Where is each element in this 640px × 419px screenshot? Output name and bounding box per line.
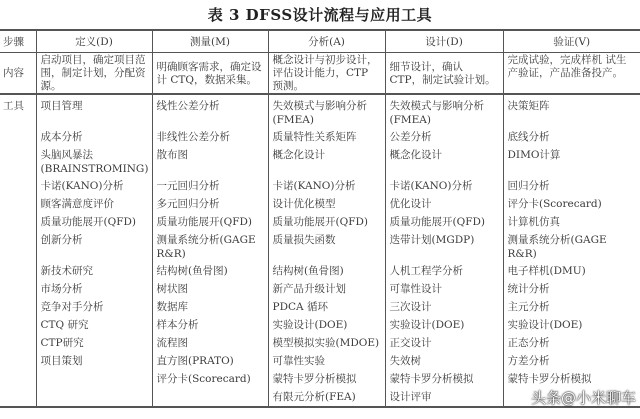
tool-cell-verify: 电子样机(DMU) [503,262,640,280]
tool-cell-measure: 树状图 [152,280,268,298]
header-analyze: 分析(A) [268,30,385,53]
tool-cell-define: 项目管理 [36,94,152,128]
tools-label [0,231,36,262]
content-verify: 完成试验，完成样机 试生产验证，产品准备投产。 [503,53,640,95]
tool-cell-define: 项目策划 [36,352,152,370]
tools-label [0,213,36,231]
tool-cell-measure [152,388,268,407]
tool-row [0,195,640,213]
tool-cell-define: 质量功能展开(QFD) [36,213,152,231]
tool-cell-design: 蒙特卡罗分析模拟 [385,370,503,388]
header-verify: 验证(V) [503,30,640,53]
tool-cell-verify: 蒙特卡罗分析模拟 [503,370,640,388]
table-title: 表 3 DFSS设计流程与应用工具 [207,6,433,24]
tool-cell-define: 市场分析 [36,280,152,298]
tool-cell-design: 失效模式与影响分析(FMEA) [385,94,503,128]
tools-label [0,177,36,195]
tool-cell-define: 成本分析 [36,128,152,146]
tool-row [0,334,640,352]
watermark: 头条@小米聊车 [530,389,636,407]
tool-cell-verify: 计算机仿真 [503,213,640,231]
tool-row [0,213,640,231]
tool-cell-define: 卡诺(KANO)分析 [36,177,152,195]
tool-row [0,231,640,262]
tool-cell-measure: 流程图 [152,334,268,352]
header-step: 步骤 [3,35,24,48]
header-design: 设计(D) [385,30,503,53]
tool-cell-define [36,388,152,407]
tool-row [0,177,640,195]
content-define: 启动项目，确定项目范围，制定计划，分配资源。 [36,53,152,95]
tools-label: 工具 [3,100,24,112]
tool-cell-analyze: 概念化设计 [268,146,385,177]
tool-cell-measure: 多元回归分析 [152,195,268,213]
tool-cell-design: 人机工程学分析 [385,262,503,280]
tool-cell-analyze: 卡诺(KANO)分析 [268,177,385,195]
tool-cell-define: CTP研究 [36,334,152,352]
tool-cell-design: 可靠性设计 [385,280,503,298]
tool-cell-design: 迭带计划(MGDP) [385,231,503,262]
tool-cell-measure: 一元回归分析 [152,177,268,195]
tool-row [0,316,640,334]
tools-label [0,352,36,370]
tool-cell-verify: 主元分析 [503,298,640,316]
tool-cell-design: 质量功能展开(QFD) [385,213,503,231]
tool-cell-measure: 线性公差分析 [152,94,268,128]
tool-cell-define: CTQ 研究 [36,316,152,334]
tools-label [0,370,36,388]
tool-cell-measure: 直方图(PRATO) [152,352,268,370]
tools-label [0,146,36,177]
tool-cell-design: 实验设计(DOE) [385,316,503,334]
tool-cell-design: 正交设计 [385,334,503,352]
tool-cell-measure: 数据库 [152,298,268,316]
tool-cell-verify: 方差分析 [503,352,640,370]
tool-cell-analyze: 可靠性实验 [268,352,385,370]
tool-cell-verify: 实验设计(DOE) [503,316,640,334]
tool-cell-verify: 底线分析 [503,128,640,146]
tool-cell-analyze: 质量功能展开(QFD) [268,213,385,231]
tool-cell-design: 三次设计 [385,298,503,316]
content-analyze: 概念设计与初步设计，评估设计能力，CTP 预测。 [268,53,385,95]
tool-cell-verify: 决策矩阵 [503,94,640,128]
tool-cell-define: 创新分析 [36,231,152,262]
tool-cell-analyze: 设计优化模型 [268,195,385,213]
tool-cell-measure: 非线性公差分析 [152,128,268,146]
tool-cell-verify: DIMO计算 [503,146,640,177]
tool-cell-measure: 散布图 [152,146,268,177]
tool-cell-verify: 回归分析 [503,177,640,195]
content-measure: 明确顾客需求，确定设计 CTQ，数据采集。 [152,53,268,95]
tool-row [0,388,640,407]
tool-row [0,94,640,128]
tool-cell-define: 顾客满意度评价 [36,195,152,213]
tools-label [0,334,36,352]
tool-cell-analyze: 质量损失函数 [268,231,385,262]
tool-cell-analyze: 质量特性关系矩阵 [268,128,385,146]
tool-row [0,146,640,177]
tool-cell-analyze: 蒙特卡罗分析模拟 [268,370,385,388]
tools-label [0,280,36,298]
tool-cell-verify: 统计分析 [503,280,640,298]
tool-cell-define: 新技术研究 [36,262,152,280]
tool-cell-measure: 质量功能展开(QFD) [152,213,268,231]
tool-cell-design: 设计评审 [385,388,503,407]
tool-cell-design: 公差分析 [385,128,503,146]
tool-cell-measure: 样本分析 [152,316,268,334]
tools-label [0,388,36,407]
header-row [0,30,640,53]
tool-row [0,128,640,146]
tool-cell-measure: 结构树(鱼骨图) [152,262,268,280]
header-measure: 测量(M) [152,30,268,53]
content-design: 细节设计，确认 CTP，制定试验计划。 [385,53,503,95]
tools-label [0,298,36,316]
tool-row [0,370,640,388]
tool-cell-verify: 测量系统分析(GAGE R&R) [503,231,640,262]
tool-cell-analyze: 模型模拟实验(MDOE) [268,334,385,352]
tools-label [0,262,36,280]
tool-cell-measure: 测量系统分析(GAGE R&R) [152,231,268,262]
tool-cell-design: 概念化设计 [385,146,503,177]
tool-row [0,280,640,298]
tool-cell-define: 竞争对手分析 [36,298,152,316]
tools-label [0,195,36,213]
dfss-table [0,29,640,408]
tool-cell-analyze: 失效模式与影响分析(FMEA) [268,94,385,128]
tool-cell-design: 失效树 [385,352,503,370]
tool-row [0,298,640,316]
content-row [0,53,640,95]
tool-row [0,262,640,280]
content-label: 内容 [3,67,24,79]
tools-label [0,316,36,334]
tool-cell-define: 头脑风暴法(BRAINSTROMING) [36,146,152,177]
tool-cell-analyze: 结构树(鱼骨图) [268,262,385,280]
tool-cell-analyze: 实验设计(DOE) [268,316,385,334]
tool-cell-verify [503,388,640,407]
tool-cell-analyze: 新产品升级计划 [268,280,385,298]
tool-cell-analyze: 有限元分析(FEA) [268,388,385,407]
tool-cell-verify: 评分卡(Scorecard) [503,195,640,213]
tool-cell-measure: 评分卡(Scorecard) [152,370,268,388]
tool-cell-design: 卡诺(KANO)分析 [385,177,503,195]
header-define: 定义(D) [36,30,152,53]
tool-cell-verify: 正态分析 [503,334,640,352]
tools-label [0,128,36,146]
tool-cell-analyze: PDCA 循环 [268,298,385,316]
tool-row [0,352,640,370]
tool-cell-define [36,370,152,388]
tool-cell-design: 优化设计 [385,195,503,213]
